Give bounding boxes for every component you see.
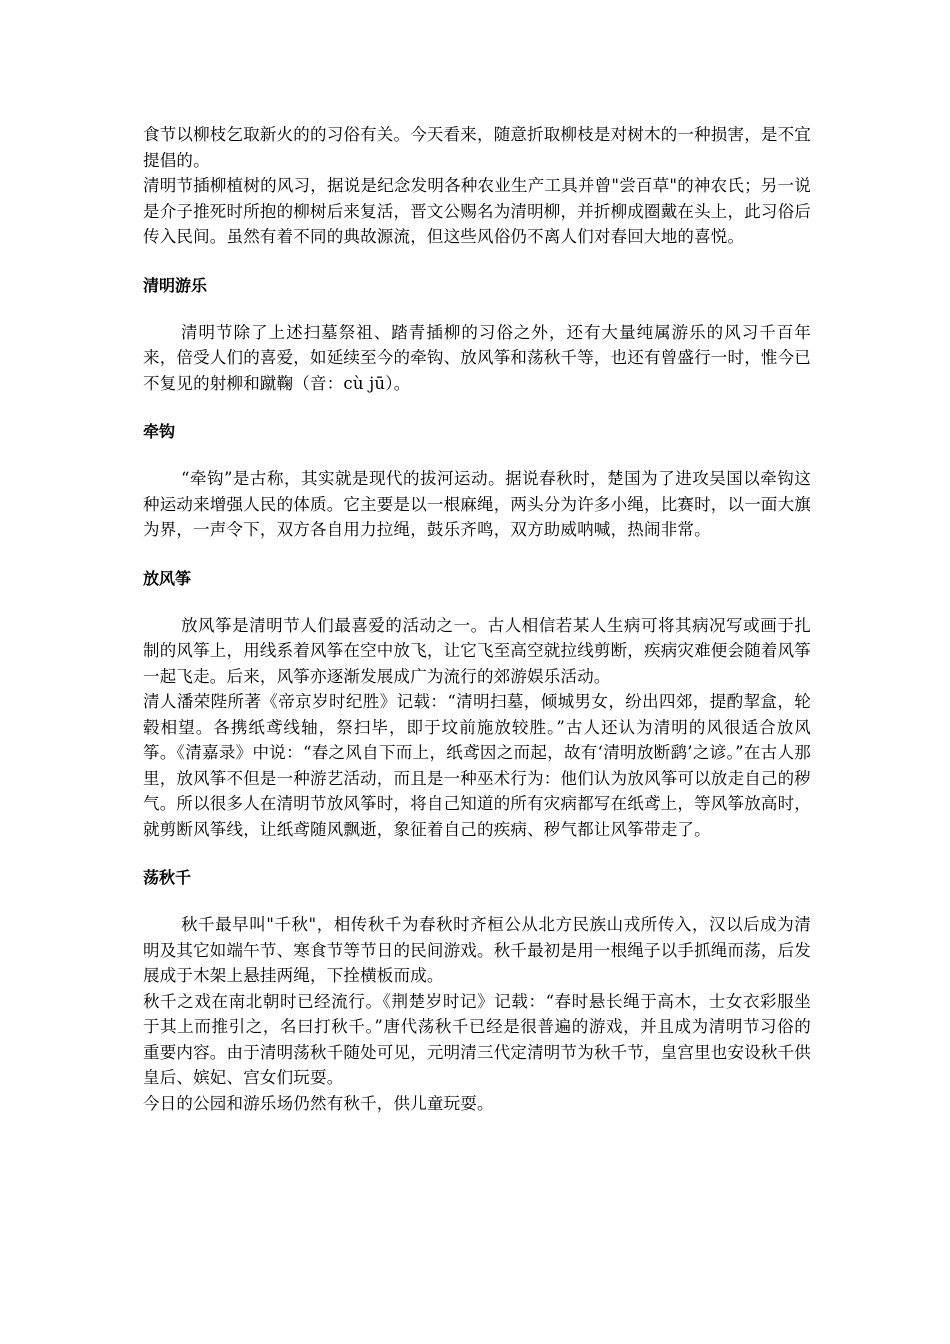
document-body — [143, 122, 811, 1116]
paragraph-tug-of-war: “牵钩”是古称，其实就是现代的拔河运动。据说春秋时，楚国为了进攻吴国以牵钩这种运动来增强人民的体质。它主要是以一根麻绳，两头分为许多小绳，比赛时，以一面大旗为界，一声令下，双方各自用力拉绳，鼓乐齐鸣，双方助威呐喊，热闹非常。 — [143, 469, 811, 539]
paragraph-swing-history: 秋千之戏在南北朝时已经流行。《荆楚岁时记》记载：“春时悬长绳于高木，士女衣彩服坐于其上而推引之，名曰打秋千。”唐代荡秋千已经是很普遍的游戏，并且成为清明节习俗的重要内容。由于清明荡秋千随处可见，元明清三代定清明节为秋千节，皇宫里也安设秋千供皇后、嫔妃、宫女们玩耍。 — [143, 991, 811, 1087]
paragraph-willow-planting: 清明节插柳植树的风习，据说是纪念发明各种农业生产工具并曾"尝百草"的神农氏；另一说是介子推死时所抱的柳树后来复活，晋文公赐名为清明柳，并折柳成圈戴在头上，此习俗后传入民间。虽然有着不同的典故源流，但这些风俗仍不离人们对春回大地的喜悦。 — [143, 176, 811, 246]
paragraph-swing-today: 今日的公园和游乐场仍然有秋千，供儿童玩耍。 — [143, 1093, 494, 1113]
paragraph-willow-fire: 食节以柳枝乞取新火的的习俗有关。今天看来，随意折取柳枝是对树木的一种损害，是不宜提倡的。 — [143, 125, 811, 170]
paragraph-kite-intro: 放风筝是清明节人们最喜爱的活动之一。古人相信若某人生病可将其病况写或画于扎制的风筝上，用线系着风筝在空中放飞，让它飞至高空就拉线剪断，疾病灾难便会随着风筝一起飞走。后来，风筝亦逐渐发展成广为流行的郊游娱乐活动。 — [143, 615, 811, 686]
paragraph-swing-origin: 秋千最早叫"千秋"，相传秋千为春秋时齐桓公从北方民族山戎所传入，汉以后成为清明及其它如端午节、寒食节等节日的民间游戏。秋千最初是用一根绳子以手抓绳而荡，后发展成于木架上悬挂两绳，下拴横板而成。 — [143, 915, 811, 985]
heading-qingming-recreation: 清明游乐 — [143, 275, 208, 295]
paragraph-kite-history: 清人潘荣陛所著《帝京岁时纪胜》记载：“清明扫墓，倾城男女，纷出四郊，提酌挈盒，轮毂相望。各携纸鸢线轴，祭扫毕，即于坟前施放较胜。”古人还认为清明的风很适合放风筝。《清嘉录》中说：“春之风自下而上，纸鸢因之而起，故有‘清明放断鹞’之谚。”在古人那里，放风筝不但是一种游艺活动，而且是一种巫术行为：他们认为放风筝可以放走自己的秽气。所以很多人在清明节放风筝时，将自己知道的所有灾病都写在纸鸢上，等风筝放高时，就剪断风筝线，让纸鸢随风飘逝，象征着自己的疾病、秽气都让风筝带走了。 — [143, 692, 811, 839]
heading-swing: 荡秋千 — [143, 868, 192, 887]
paragraph-recreation-intro: 清明节除了上述扫墓祭祖、踏青插柳的习俗之外，还有大量纯属游乐的风习千百年来，倍受人们的喜爱，如延续至今的牵钩、放风筝和荡秋千等，也还有曾盛行一时，惟今已不复见的射柳和蹴鞠（音：cù jū）。 — [143, 322, 811, 393]
heading-kite-flying: 放风筝 — [143, 568, 192, 588]
heading-tug-of-war: 牵钩 — [143, 422, 176, 441]
